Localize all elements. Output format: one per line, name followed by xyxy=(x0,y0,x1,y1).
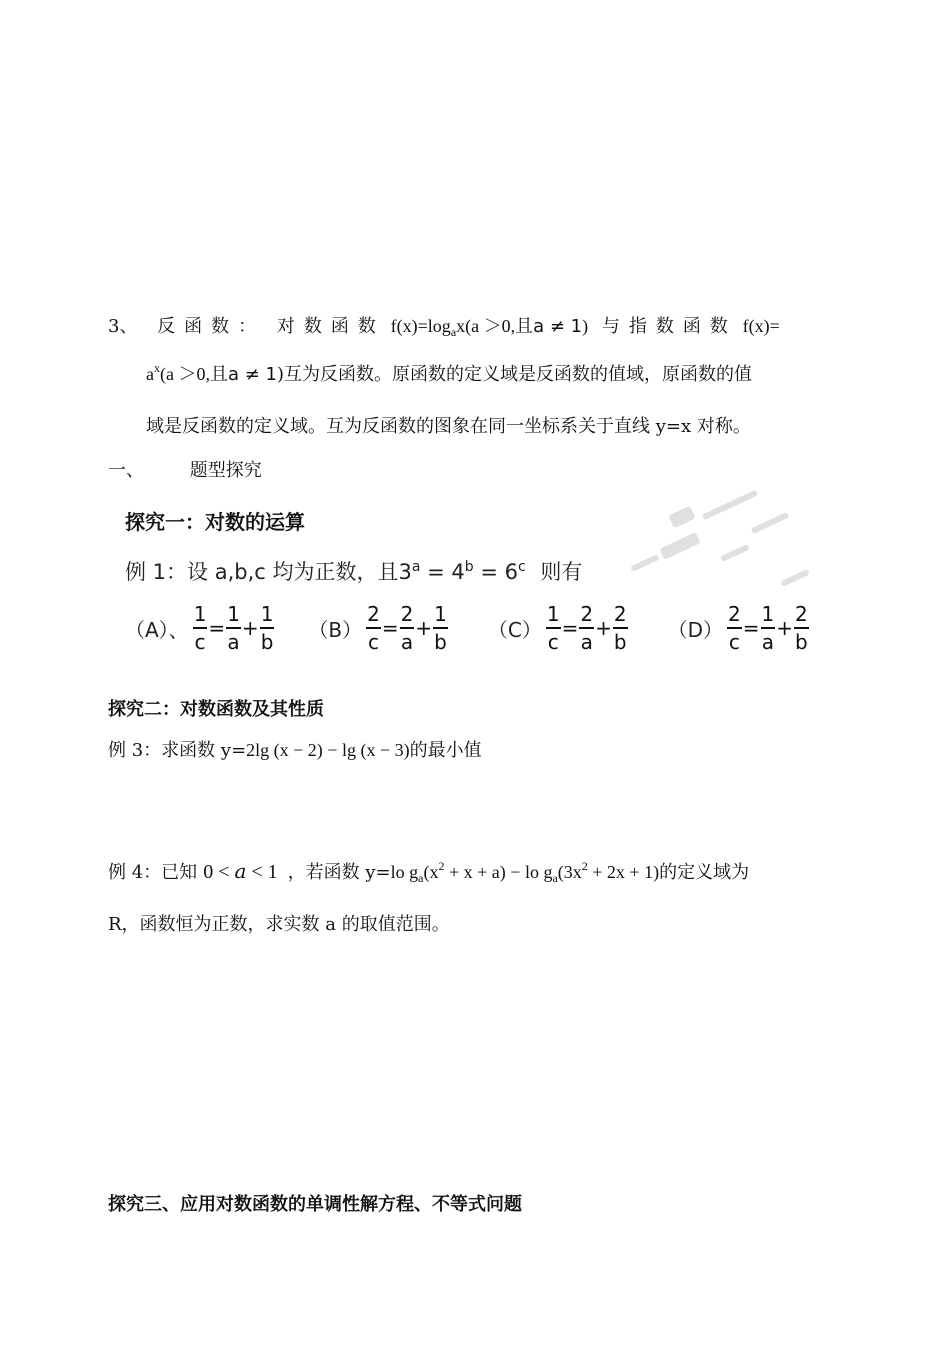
fraction-a xyxy=(761,604,776,652)
example4-log1: lo g xyxy=(390,862,419,882)
fraction-a xyxy=(226,604,241,652)
example4-mid: ，若函数 y= xyxy=(287,862,391,883)
fraction-denominator: b xyxy=(434,630,447,654)
example1-tail: 则有 xyxy=(540,560,583,584)
item3-line1 xyxy=(108,312,780,340)
fraction-b xyxy=(433,604,448,652)
fraction-numerator: 2 xyxy=(728,602,741,626)
text-segment: )互为反函数。原函数的定义域是反函数的值域，原函数的值 xyxy=(277,364,753,385)
fraction-c xyxy=(546,604,561,652)
text-segment: 与指数函数 xyxy=(601,316,737,337)
plus-sign: + xyxy=(415,616,433,640)
fraction-denominator: b xyxy=(613,630,627,654)
condition: (a ＞0,且 xyxy=(160,364,228,384)
log-word: log xyxy=(427,316,451,336)
eq-exp-c: c xyxy=(518,559,526,575)
eq-base4: 4 xyxy=(451,560,465,584)
fraction-numerator: 1 xyxy=(193,602,207,626)
fraction-denominator: a xyxy=(761,630,774,654)
option-a xyxy=(125,604,274,652)
example4-base1: a xyxy=(418,871,424,885)
example1-label: 例 1：设 a,b,c 均为正数，且 xyxy=(125,560,399,584)
example4-arg2b: + 2x + 1) xyxy=(587,862,660,882)
eq-exp-b: b xyxy=(464,559,474,575)
eq-equals: = xyxy=(420,560,452,584)
example3-text xyxy=(108,736,482,762)
base-a: a xyxy=(146,364,154,384)
fraction-denominator: c xyxy=(194,630,206,654)
fraction-b xyxy=(613,604,628,652)
item-label: 反函数： xyxy=(157,316,266,337)
fraction-denominator: b xyxy=(795,630,808,654)
fraction-numerator: 2 xyxy=(795,602,808,626)
section-number: 一、 xyxy=(108,460,144,481)
example4-condition: 0 < 𝑎 < 1 xyxy=(203,861,278,883)
example4-arg1a: (x xyxy=(423,862,439,882)
fraction-numerator: 1 xyxy=(260,602,274,626)
log-arg: x xyxy=(456,316,466,336)
fraction-numerator: 1 xyxy=(761,602,775,626)
plus-sign: + xyxy=(241,616,259,640)
option-label: （B） xyxy=(308,617,363,642)
text-segment: 对数函数 xyxy=(276,316,385,337)
fraction-numerator: 1 xyxy=(227,602,240,626)
fraction-c xyxy=(193,604,208,652)
equals-sign: = xyxy=(742,616,760,640)
fraction-b xyxy=(260,604,275,652)
explore2-title: 探究二：对数函数及其性质 xyxy=(108,699,324,720)
exponent-x: x xyxy=(154,361,160,375)
option-label: （D） xyxy=(667,617,723,642)
options-row xyxy=(125,604,809,652)
fraction-a xyxy=(579,604,594,652)
plus-sign: + xyxy=(776,616,793,640)
example3-label: 例 3：求函数 y= xyxy=(108,740,247,761)
fraction-numerator: 2 xyxy=(580,602,594,626)
fraction-denominator: a xyxy=(400,630,414,654)
explore3-title: 探究三、应用对数函数的单调性解方程、不等式问题 xyxy=(108,1194,522,1215)
fraction-b xyxy=(794,604,809,652)
example3-tail: 的最小值 xyxy=(409,740,482,761)
eq-exp-a: a xyxy=(411,559,421,575)
option-c xyxy=(488,604,628,652)
option-d xyxy=(668,604,809,652)
fraction-c xyxy=(366,604,381,652)
example4-line1 xyxy=(108,858,749,886)
equals-sign: = xyxy=(208,616,226,640)
fraction-numerator: 2 xyxy=(400,602,414,626)
item3-line2 xyxy=(146,360,752,386)
fraction-numerator: 2 xyxy=(367,602,380,626)
example4-arg1b: + x + a) − lo g xyxy=(444,862,553,882)
plus-sign: + xyxy=(595,616,612,640)
fraction-denominator: c xyxy=(368,630,380,654)
option-label: （A）、 xyxy=(125,617,189,642)
condition-neq: a ≠ 1 xyxy=(227,364,277,385)
fraction-numerator: 1 xyxy=(546,602,560,626)
fraction-denominator: a xyxy=(580,630,593,654)
fraction-denominator: c xyxy=(728,630,740,654)
option-label: （C） xyxy=(487,617,542,642)
eq-base6: 6 xyxy=(504,560,518,584)
equals-sign: = xyxy=(561,616,579,640)
fraction-denominator: b xyxy=(260,630,274,654)
fraction-denominator: c xyxy=(547,630,559,654)
eq-base3: 3 xyxy=(398,560,412,584)
item3-line3: 域是反函数的定义域。互为反函数的图象在同一坐标系关于直线 y=x 对称。 xyxy=(146,416,751,437)
fx-label: f(x)= xyxy=(390,316,428,336)
example1-text xyxy=(125,556,582,586)
equals-sign: = xyxy=(381,616,399,640)
fraction-a xyxy=(400,604,415,652)
example4-line2: R，函数恒为正数，求实数 a 的取值范围。 xyxy=(108,914,450,935)
example4-arg2a: (3x xyxy=(557,862,582,882)
condition: (a ＞0,且 xyxy=(465,316,534,336)
example4-label: 例 4：已知 xyxy=(108,862,198,883)
fraction-numerator: 1 xyxy=(434,602,447,626)
log-base: a xyxy=(450,325,457,339)
fraction-denominator: a xyxy=(227,630,240,654)
fraction-c xyxy=(727,604,742,652)
fraction-numerator: 2 xyxy=(613,602,627,626)
condition-close: ) xyxy=(582,316,589,336)
item-number: 3、 xyxy=(108,316,138,337)
eq-equals: = xyxy=(473,560,505,584)
option-b xyxy=(308,604,447,652)
example4-sup2: 2 xyxy=(581,859,588,873)
explore1-title: 探究一：对数的运算 xyxy=(125,510,305,534)
section-title: 题型探究 xyxy=(189,460,262,481)
example4-base2: a xyxy=(552,871,558,885)
example4-tail: 的定义域为 xyxy=(659,862,750,883)
section-heading xyxy=(108,456,262,482)
fx-label: f(x)= xyxy=(742,316,780,336)
condition-neq: a ≠ 1 xyxy=(533,316,583,337)
example3-expression: 2lg (x − 2) − lg (x − 3) xyxy=(246,740,410,760)
example4-sup1: 2 xyxy=(438,859,445,873)
